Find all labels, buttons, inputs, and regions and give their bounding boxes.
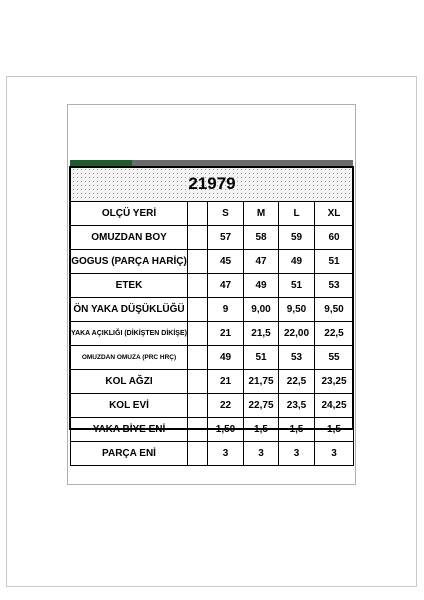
value-xl: 24,25 xyxy=(315,394,354,418)
value-xl: 1,5 xyxy=(315,418,354,442)
row-label: YAKA AÇIKLIĞI (DİKİŞTEN DİKİŞE) xyxy=(71,322,188,346)
product-code-row xyxy=(71,167,354,202)
blank-cell xyxy=(188,274,208,298)
value-xl: 60 xyxy=(315,226,354,250)
row-label: YAKA BİYE ENİ xyxy=(71,418,188,442)
value-l: 3 xyxy=(279,442,315,466)
table-row xyxy=(71,226,354,250)
value-xl: 22,5 xyxy=(315,322,354,346)
header-blank xyxy=(188,202,208,226)
blank-cell xyxy=(188,442,208,466)
value-xl: 55 xyxy=(315,346,354,370)
row-label: KOL AĞZI xyxy=(71,370,188,394)
value-m: 1,5 xyxy=(244,418,279,442)
value-s: 49 xyxy=(208,346,244,370)
blank-cell xyxy=(188,418,208,442)
table-row xyxy=(71,346,354,370)
value-xl: 53 xyxy=(315,274,354,298)
value-l: 1,5 xyxy=(279,418,315,442)
value-l: 23,5 xyxy=(279,394,315,418)
table-row xyxy=(71,370,354,394)
value-l: 22,5 xyxy=(279,370,315,394)
table-row xyxy=(71,250,354,274)
product-code: 21979 xyxy=(71,167,354,202)
blank-cell xyxy=(188,226,208,250)
value-s: 1,50 xyxy=(208,418,244,442)
value-s: 22 xyxy=(208,394,244,418)
value-m: 22,75 xyxy=(244,394,279,418)
value-l: 9,50 xyxy=(279,298,315,322)
blank-cell xyxy=(188,394,208,418)
value-m: 51 xyxy=(244,346,279,370)
value-l: 49 xyxy=(279,250,315,274)
value-xl: 23,25 xyxy=(315,370,354,394)
value-s: 47 xyxy=(208,274,244,298)
table-row xyxy=(71,442,354,466)
header-size-xl: XL xyxy=(315,202,354,226)
blank-cell xyxy=(188,370,208,394)
blank-cell xyxy=(188,346,208,370)
value-l: 53 xyxy=(279,346,315,370)
row-label: KOL EVİ xyxy=(71,394,188,418)
table-row xyxy=(71,322,354,346)
header-measurement: OLÇÜ YERİ xyxy=(71,202,188,226)
value-m: 21,5 xyxy=(244,322,279,346)
value-s: 45 xyxy=(208,250,244,274)
header-size-s: S xyxy=(208,202,244,226)
value-m: 49 xyxy=(244,274,279,298)
table-row xyxy=(71,394,354,418)
value-m: 58 xyxy=(244,226,279,250)
value-l: 59 xyxy=(279,226,315,250)
value-s: 3 xyxy=(208,442,244,466)
table-row xyxy=(71,418,354,442)
blank-cell xyxy=(188,322,208,346)
value-xl: 9,50 xyxy=(315,298,354,322)
table-row xyxy=(71,298,354,322)
value-s: 9 xyxy=(208,298,244,322)
value-s: 21 xyxy=(208,370,244,394)
header-size-m: M xyxy=(244,202,279,226)
header-size-l: L xyxy=(279,202,315,226)
row-label: OMUZDAN OMUZA (PRC HRÇ) xyxy=(71,346,188,370)
blank-cell xyxy=(188,250,208,274)
value-s: 57 xyxy=(208,226,244,250)
row-label: GOGUS (PARÇA HARİÇ) xyxy=(71,250,188,274)
table-row xyxy=(71,274,354,298)
value-l: 22,00 xyxy=(279,322,315,346)
size-chart-table xyxy=(70,166,354,466)
value-s: 21 xyxy=(208,322,244,346)
value-xl: 3 xyxy=(315,442,354,466)
row-label: OMUZDAN BOY xyxy=(71,226,188,250)
value-m: 47 xyxy=(244,250,279,274)
value-l: 51 xyxy=(279,274,315,298)
blank-cell xyxy=(188,298,208,322)
value-xl: 51 xyxy=(315,250,354,274)
value-m: 21,75 xyxy=(244,370,279,394)
header-row xyxy=(71,202,354,226)
row-label: ÖN YAKA DÜŞÜKLÜĞÜ xyxy=(71,298,188,322)
row-label: PARÇA ENİ xyxy=(71,442,188,466)
value-m: 9,00 xyxy=(244,298,279,322)
value-m: 3 xyxy=(244,442,279,466)
row-label: ETEK xyxy=(71,274,188,298)
